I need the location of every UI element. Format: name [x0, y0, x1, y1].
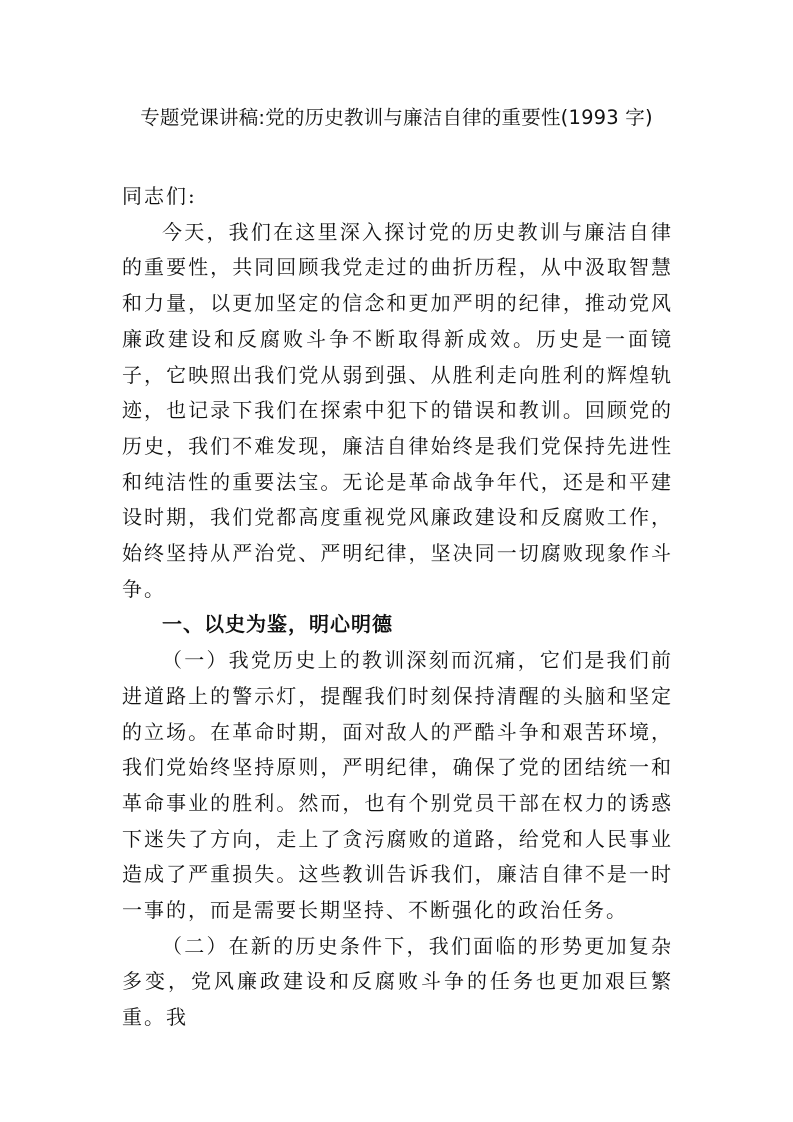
salutation: 同志们:: [122, 184, 197, 208]
section-paragraph-1: （一）我党历史上的教训深刻而沉痛，它们是我们前进道路上的警示灯，提醒我们时刻保持清醒的头脑和坚定的立场。在革命时期，面对敌人的严酷斗争和艰苦环境，我们党始终坚持原则，严明纪律，确保了党的团结统一和革命事业的胜利。然而，也有个别党员干部在权力的诱惑下迷失了方向，走上了贪污腐败的道路，给党和人民事业造成了严重损失。这些教训告诉我们，廉洁自律不是一时一事的，而是需要长期坚持、不断强化的政治任务。: [122, 648, 673, 923]
intro-paragraph: 今天，我们在这里深入探讨党的历史教训与廉洁自律的重要性，共同回顾我党走过的曲折历程，从中汲取智慧和力量，以更加坚定的信念和更加严明的纪律，推动党风廉政建设和反腐败斗争不断取得新成效。历史是一面镜子，它映照出我们党从弱到强、从胜利走向胜利的辉煌轨迹，也记录下我们在探索中犯下的错误和教训。回顾党的历史，我们不难发现，廉洁自律始终是我们党保持先进性和纯洁性的重要法宝。无论是革命战争年代，还是和平建设时期，我们党都高度重视党风廉政建设和反腐败工作，始终坚持从严治党、严明纪律，坚决同一切腐败现象作斗争。: [122, 219, 673, 601]
section-paragraph-2: （二）在新的历史条件下，我们面临的形势更加复杂多变，党风廉政建设和反腐败斗争的任务也更加艰巨繁重。我: [122, 933, 673, 1030]
document-body: [122, 179, 673, 1036]
document-title: 专题党课讲稿:党的历史教训与廉洁自律的重要性(1993 字): [140, 106, 653, 129]
section-heading: 一、以史为鉴，明心明德: [162, 612, 393, 637]
